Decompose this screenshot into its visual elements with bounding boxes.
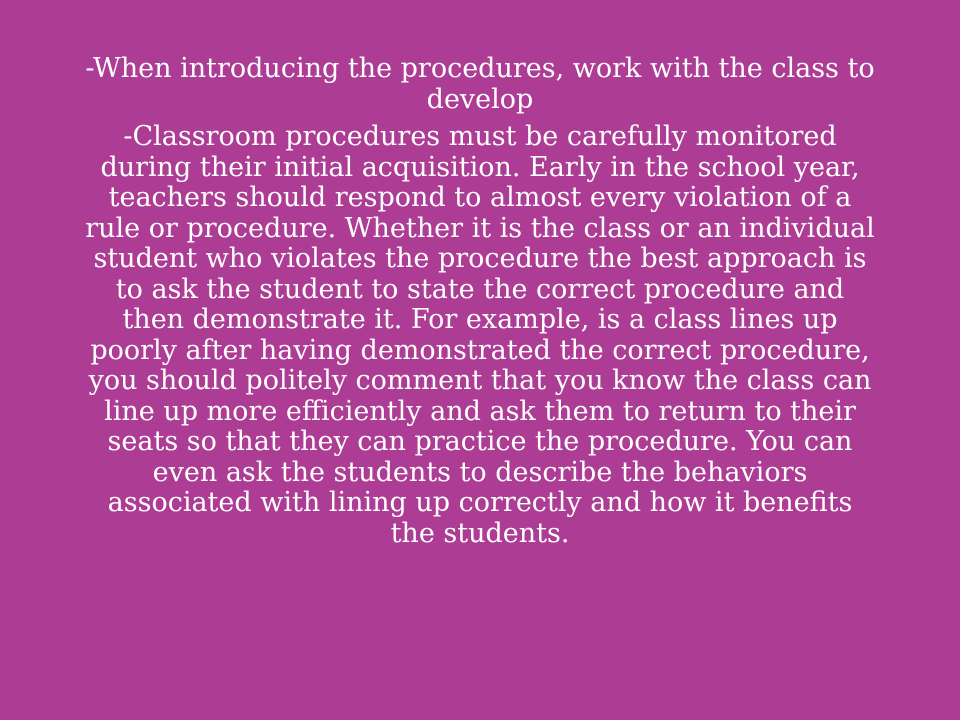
paragraph-introducing-procedures: -When introducing the procedures, work with the class to develop bbox=[85, 53, 875, 115]
paragraph-monitoring-procedures: -Classroom procedures must be carefully monitored during their initial acquisition. Early in the school year, teachers should respond to almost every violation of a rule or procedure. Whether it is the class or an individual student who violates the procedure the best approach is to ask the student to state the correct procedure and then demonstrate it. For example, is a class lines up poorly after having demonstrated the correct procedure, you should politely comment that you know the class can line up more efficiently and ask them to return to their seats so that they can practice the procedure. You can even ask the students to describe the behaviors associated with lining up correctly and how it benefits the students. bbox=[85, 121, 875, 549]
slide-body-text bbox=[85, 54, 875, 549]
